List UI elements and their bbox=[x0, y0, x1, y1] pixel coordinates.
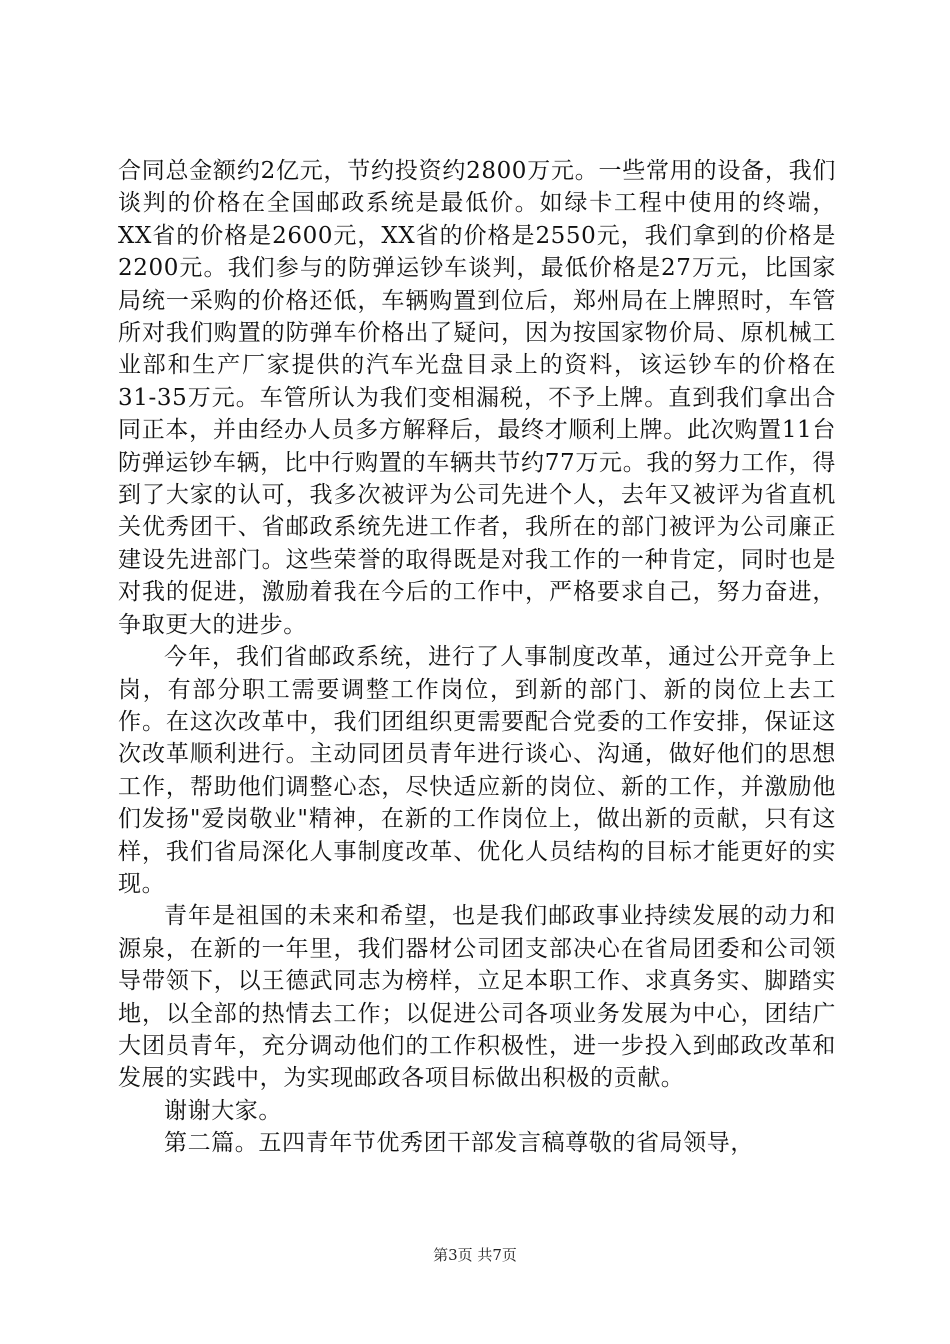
document-body bbox=[118, 155, 836, 1160]
paragraph-second-article: 第二篇。五四青年节优秀团干部发言稿尊敬的省局领导， bbox=[164, 1130, 754, 1157]
page-footer: 第3页 共7页 bbox=[433, 1246, 517, 1264]
paragraph-thanks: 谢谢大家。 bbox=[164, 1097, 282, 1124]
paragraph-youth: 青年是祖国的未来和希望，也是我们邮政事业持续发展的动力和源泉，在新的一年里，我们器材公司团支部决心在省局团委和公司领导带领下，以王德武同志为榜样，立足本职工作、求真务实、脚踏实地，以全部的热情去工作；以促进公司各项业务发展为中心，团结广大团员青年，充分调动他们的工作积极性，进一步投入到邮政改革和发展的实践中，为实现邮政各项目标做出积极的贡献。 bbox=[118, 903, 836, 1092]
paragraph-continued: 合同总金额约2亿元，节约投资约2800万元。一些常用的设备，我们谈判的价格在全国邮政系统是最低价。如绿卡工程中使用的终端，XX省的价格是2600元，XX省的价格是2550元，我们拿到的价格是2200元。我们参与的防弹运钞车谈判，最低价格是27万元，比国家局统一采购的价格还低，车辆购置到位后，郑州局在上牌照时，车管所对我们购置的防弹车价格出了疑问，因为按国家物价局、原机械工业部和生产厂家提供的汽车光盘目录上的资料，该运钞车的价格在31-35万元。车管所认为我们变相漏税，不予上牌。直到我们拿出合同正本，并由经办人员多方解释后，最终才顺利上牌。此次购置11台防弹运钞车辆，比中行购置的车辆共节约77万元。我的努力工作，得到了大家的认可，我多次被评为公司先进个人，去年又被评为省直机关优秀团干、省邮政系统先进工作者，我所在的部门被评为公司廉正建设先进部门。这些荣誉的取得既是对我工作的一种肯定，同时也是对我的促进，激励着我在今后的工作中，严格要求自己，努力奋进，争取更大的进步。 bbox=[118, 158, 836, 638]
paragraph-reform: 今年，我们省邮政系统，进行了人事制度改革，通过公开竞争上岗，有部分职工需要调整工作岗位，到新的部门、新的岗位上去工作。在这次改革中，我们团组织更需要配合党委的工作安排，保证这次改革顺利进行。主动同团员青年进行谈心、沟通，做好他们的思想工作，帮助他们调整心态，尽快适应新的岗位、新的工作，并激励他们发扬"爱岗敬业"精神，在新的工作岗位上，做出新的贡献，只有这样，我们省局深化人事制度改革、优化人员结构的目标才能更好的实现。 bbox=[118, 644, 836, 897]
